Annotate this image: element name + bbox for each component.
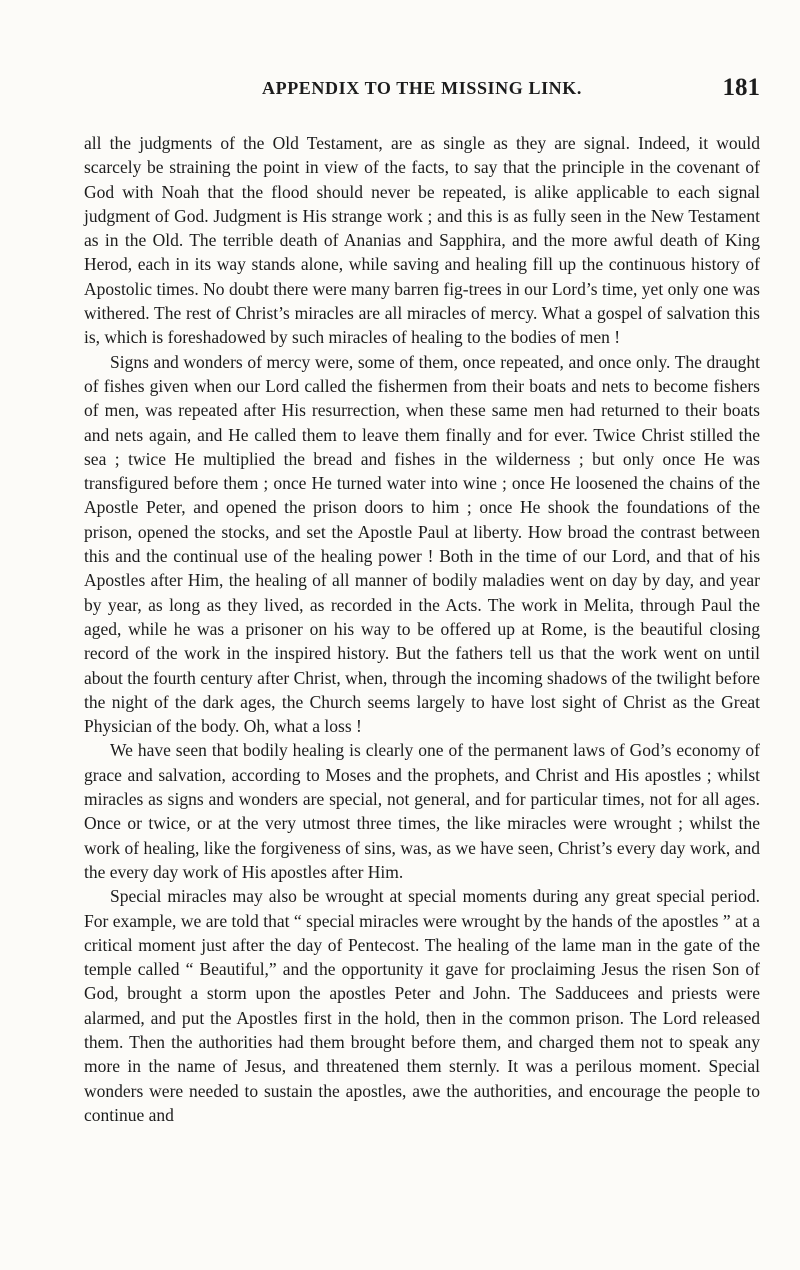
paragraph: Special miracles may also be wrought at special moments during any great special period. For example, we are told that “ special miracles were wrought by the hands of the apostles ” at a critical moment just after the day of Pentecost. The healing of the lame man in the gate of the temple called “ Beautiful,” and the opportunity it gave for proclaiming Jesus the risen Son of God, brought a storm upon the apostles Peter and John. The Sadducees and priests were alarmed, and put the Apostles first in the hold, then in the common prison. The Lord released them. Then the authorities had them brought before them, and charged them not to speak any more in the name of Jesus, and threatened them sternly. It was a perilous moment. Special wonders were needed to sustain the apostles, awe the authorities, and encourage the people to continue and xyxy=(84,886,760,1125)
paragraph: We have seen that bodily healing is clearly one of the permanent laws of God’s economy of grace and salvation, according to Moses and the prophets, and Christ and His apostles ; whilst miracles as signs and wonders are special, not general, and for particular times, not for all ages. Once or twice, or at the very utmost three times, the like miracles were wrought ; whilst the work of healing, like the forgiveness of sins, was, as we have seen, Christ’s every day work, and the every day work of His apostles after Him. xyxy=(84,740,760,882)
body-text xyxy=(84,131,760,1127)
paragraph: Signs and wonders of mercy were, some of them, once repeated, and once only. The draught of fishes given when our Lord called the fishermen from their boats and nets to become fishers of men, was repeated after His resurrection, when these same men had returned to their boats and nets again, and He called them to leave them finally and for ever. Twice Christ stilled the sea ; twice He multiplied the bread and fishes in the wilderness ; but only once He was transfigured before them ; once He turned water into wine ; once He loosened the chains of the Apostle Peter, and opened the prison doors to him ; once He shook the foundations of the prison, opened the stocks, and set the Apostle Paul at liberty. How broad the contrast between this and the continual use of the healing power ! Both in the time of our Lord, and that of his Apostles after Him, the healing of all manner of bodily maladies went on day by day, and year by year, as long as they lived, as recorded in the Acts. The work in Melita, through Paul the aged, while he was a prisoner on his way to be offered up at Rome, is the beautiful closing record of the work in the inspired history. But the fathers tell us that the work went on until about the fourth century after Christ, when, through the incoming shadows of the twilight before the night of the dark ages, the Church seems largely to have lost sight of Christ as the Great Physician of the body. Oh, what a loss ! xyxy=(84,351,760,737)
running-head xyxy=(84,74,760,112)
running-title: APPENDIX TO THE MISSING LINK. xyxy=(262,78,582,98)
paragraph: all the judgments of the Old Testament, are as single as they are signal. Indeed, it would scarcely be straining the point in view of the facts, to say that the principle in the covenant of God with Noah that the flood should never be repeated, is alike applicable to each signal judgment of God. Judgment is His strange work ; and this is as fully seen in the New Testament as in the Old. The terrible death of Ananias and Sapphira, and the more awful death of King Herod, each in its way stands alone, while saving and healing fill up the continuous history of Apostolic times. No doubt there were many barren fig-trees in our Lord’s time, yet only one was withered. The rest of Christ’s miracles are all miracles of mercy. What a gospel of salvation this is, which is foreshadowed by such miracles of healing to the bodies of men ! xyxy=(84,133,760,348)
page-number: 181 xyxy=(722,74,760,101)
